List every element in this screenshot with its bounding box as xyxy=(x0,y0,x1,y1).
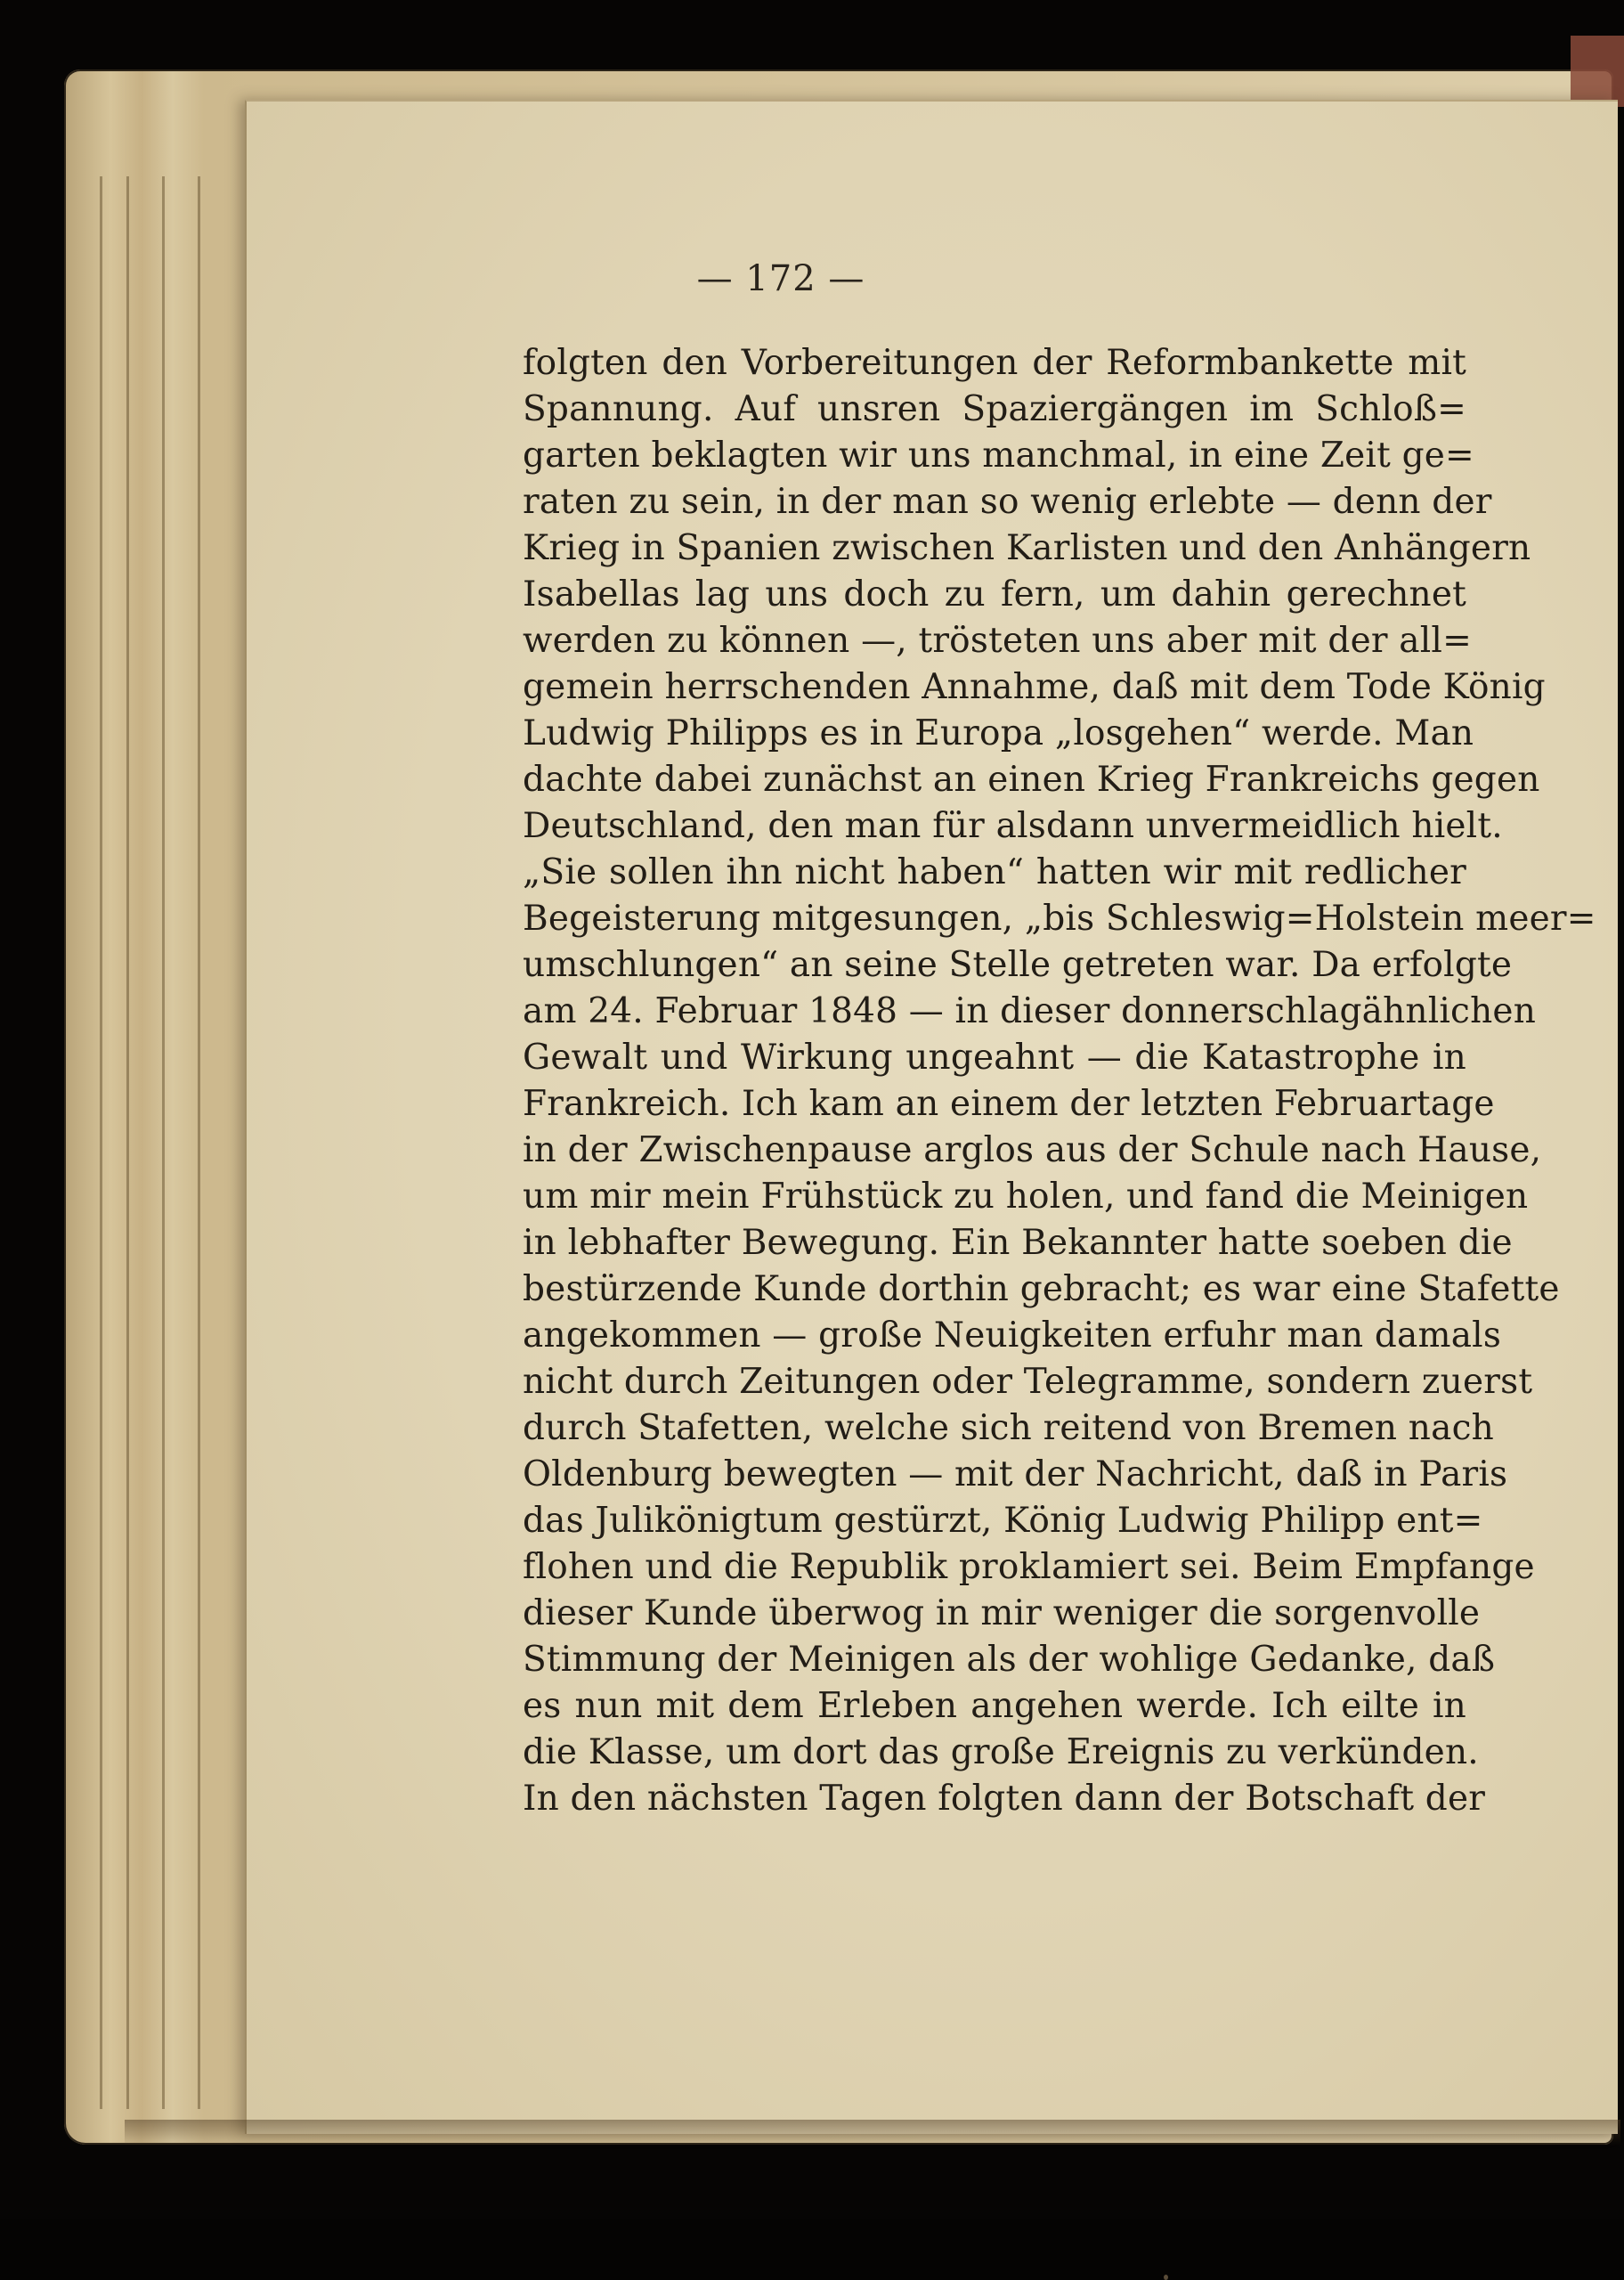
page-edge-line xyxy=(100,176,102,2109)
text-line: Krieg in Spanien zwischen Karlisten und den Anhängern xyxy=(523,528,1531,568)
text-line: folgten den Vorbereitungen der Reformbankette mit xyxy=(523,343,1466,383)
text-line: durch Stafetten, welche sich reitend von Bremen nach xyxy=(523,1408,1494,1448)
body-text xyxy=(523,340,1596,1822)
text-line: werden zu können —, trösteten uns aber mit der all= xyxy=(523,621,1472,661)
page-number: — 172 — xyxy=(696,258,865,299)
page-edge-line xyxy=(126,176,129,2109)
text-line: um mir mein Frühstück zu holen, und fand die Meinigen xyxy=(523,1177,1529,1217)
text-line: Oldenburg bewegten — mit der Nachricht, daß in Paris xyxy=(523,1454,1508,1494)
text-line: nicht durch Zeitungen oder Telegramme, sondern zuerst xyxy=(523,1362,1533,1402)
page-edge-line xyxy=(198,176,200,2109)
page-bottom-shadow xyxy=(125,2120,1620,2146)
text-line: Ludwig Philipps es in Europa „losgehen“ werde. Man xyxy=(523,713,1474,753)
book-cover-corner xyxy=(1571,36,1624,107)
text-line: umschlungen“ an seine Stelle getreten war. Da erfolgte xyxy=(523,945,1513,985)
text-line: dieser Kunde überwog in mir weniger die sorgenvolle xyxy=(523,1593,1481,1633)
text-line: Stimmung der Meinigen als der wohlige Gedanke, daß xyxy=(523,1640,1496,1680)
ink-speck xyxy=(1164,2275,1168,2280)
text-line: bestürzende Kunde dorthin gebracht; es war eine Stafette xyxy=(523,1269,1560,1309)
text-line: raten zu sein, in der man so wenig erlebte — denn der xyxy=(523,482,1492,522)
text-line: Begeisterung mitgesungen, „bis Schleswig=Holstein meer= xyxy=(523,899,1596,939)
text-line: Frankreich. Ich kam an einem der letzten Februartage xyxy=(523,1084,1495,1124)
text-line: das Julikönigtum gestürzt, König Ludwig Philipp ent= xyxy=(523,1501,1483,1541)
text-line: Spannung. Auf unsren Spaziergängen im Schloß= xyxy=(523,389,1466,429)
text-line: In den nächsten Tagen folgten dann der Botschaft der xyxy=(523,1779,1486,1819)
text-line: angekommen — große Neuigkeiten erfuhr man damals xyxy=(523,1315,1502,1356)
text-line: dachte dabei zunächst an einen Krieg Frankreichs gegen xyxy=(523,760,1540,800)
book-page xyxy=(245,100,1618,2134)
text-line: Deutschland, den man für alsdann unvermeidlich hielt. xyxy=(523,806,1503,846)
text-line: „Sie sollen ihn nicht haben“ hatten wir mit redlicher xyxy=(523,852,1466,892)
text-line: die Klasse, um dort das große Ereignis zu verkünden. xyxy=(523,1732,1479,1772)
text-line: in lebhafter Bewegung. Ein Bekannter hatte soeben die xyxy=(523,1223,1513,1263)
text-line: garten beklagten wir uns manchmal, in eine Zeit ge= xyxy=(523,436,1474,476)
text-line: in der Zwischenpause arglos aus der Schule nach Hause, xyxy=(523,1130,1542,1170)
text-line: flohen und die Republik proklamiert sei. Beim Empfange xyxy=(523,1547,1535,1587)
page-edge-line xyxy=(162,176,165,2109)
text-line: Gewalt und Wirkung ungeahnt — die Katastrophe in xyxy=(523,1038,1466,1078)
text-line: am 24. Februar 1848 — in dieser donnerschlagähnlichen xyxy=(523,991,1537,1031)
text-line: Isabellas lag uns doch zu fern, um dahin gerechnet xyxy=(523,574,1466,615)
text-line: gemein herrschenden Annahme, daß mit dem Tode König xyxy=(523,667,1546,707)
text-line: es nun mit dem Erleben angehen werde. Ich eilte in xyxy=(523,1686,1466,1726)
